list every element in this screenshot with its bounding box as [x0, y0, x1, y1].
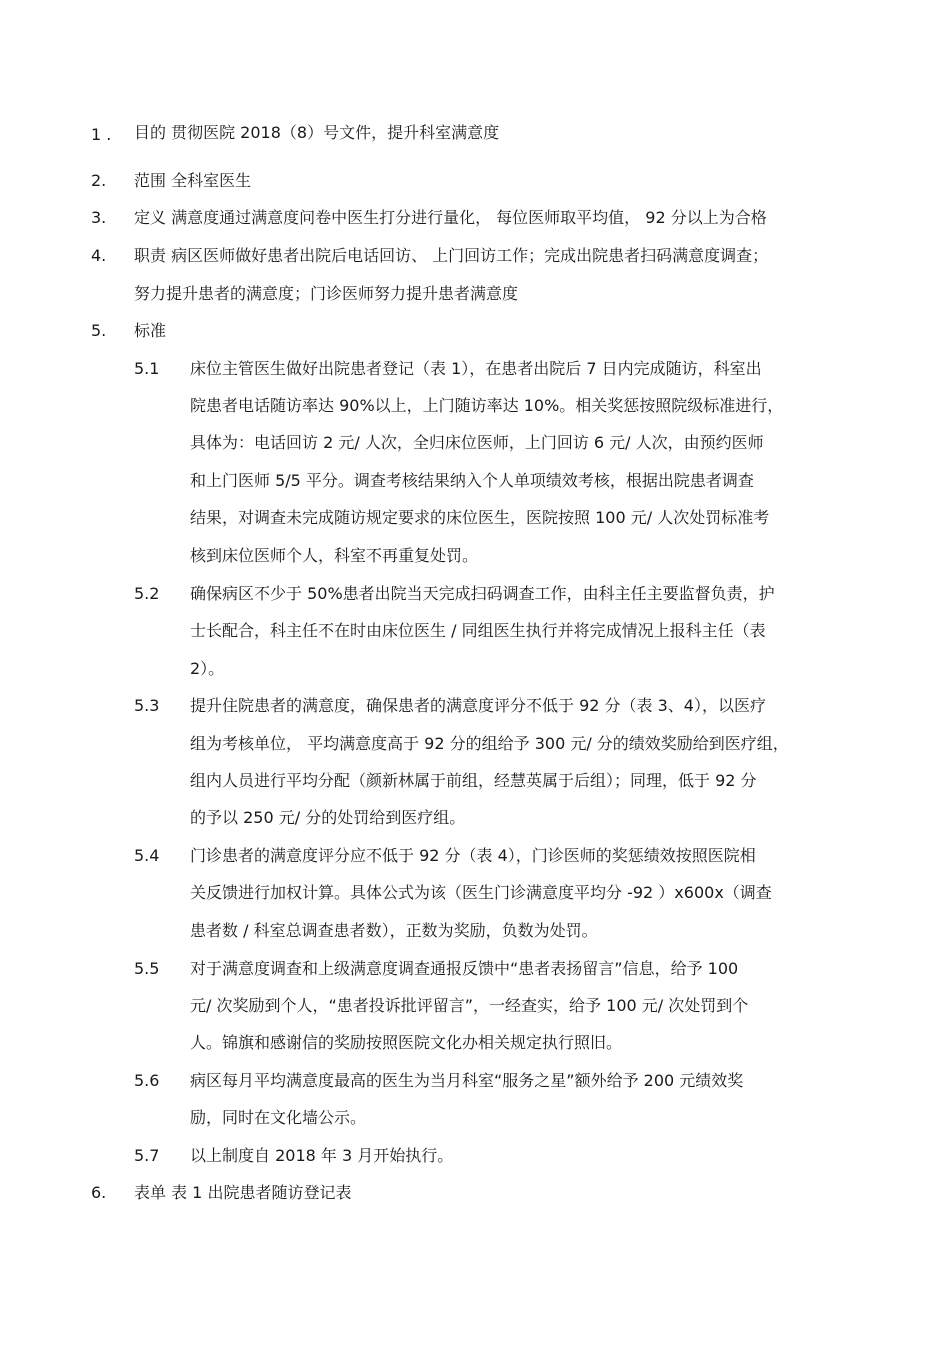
subsection-text: 的予以 250 元/ 分的处罚给到医疗组。: [190, 808, 466, 827]
subsection-number: 5.1: [134, 359, 160, 378]
section-text: 努力提升患者的满意度；门诊医师努力提升患者满意度: [134, 284, 519, 303]
subsection-text: 和上门医师 5/5 平分。调查考核结果纳入个人单项绩效考核，根据出院患者调查: [190, 471, 754, 490]
subsection-text: 关反馈进行加权计算。具体公式为该（医生门诊满意度平均分 -92 ）x600x（调查: [190, 883, 772, 902]
section-number: 3.: [91, 208, 107, 227]
subsection-text: 励，同时在文化墙公示。: [190, 1108, 367, 1127]
subsection-text: 结果，对调查未完成随访规定要求的床位医生，医院按照 100 元/ 人次处罚标准考: [190, 508, 770, 527]
subsection-number: 5.6: [134, 1071, 160, 1090]
subsection-text: 确保病区不少于 50%患者出院当天完成扫码调查工作，由科主任主要监督负责，护: [190, 584, 775, 603]
section-text: 范围 全科室医生: [134, 171, 252, 190]
section-number: 6.: [91, 1183, 107, 1202]
subsection-text: 具体为：电话回访 2 元/ 人次，全归床位医师，上门回访 6 元/ 人次，由预约医师: [190, 433, 764, 452]
subsection-text: 患者数 / 科室总调查患者数），正数为奖励，负数为处罚。: [190, 921, 598, 940]
section-number: 4.: [91, 246, 107, 265]
subsection-number: 5.2: [134, 584, 160, 603]
subsection-number: 5.7: [134, 1146, 160, 1165]
subsection-number: 5.3: [134, 696, 160, 715]
subsection-number: 5.5: [134, 959, 160, 978]
subsection-text: 院患者电话随访率达 90%以上，上门随访率达 10%。相关奖惩按照院级标准进行，: [190, 396, 784, 415]
section-text: 职责 病区医师做好患者出院后电话回访、 上门回访工作；完成出院患者扫码满意度调查；: [134, 246, 769, 265]
subsection-text: 组为考核单位， 平均满意度高于 92 分的组给予 300 元/ 分的绩效奖励给到医疗组，: [190, 734, 789, 753]
subsection-text: 床位主管医生做好出院患者登记（表 1），在患者出院后 7 日内完成随访，科室出: [190, 359, 762, 378]
section-number: 1 .: [91, 125, 112, 144]
subsection-text: 提升住院患者的满意度，确保患者的满意度评分不低于 92 分（表 3、4），以医疗: [190, 696, 766, 715]
section-text: 定义 满意度通过满意度问卷中医生打分进行量化， 每位医师取平均值， 92 分以上为合格: [134, 208, 767, 227]
subsection-text: 病区每月平均满意度最高的医生为当月科室“服务之星”额外给予 200 元绩效奖: [190, 1071, 744, 1090]
subsection-text: 对于满意度调查和上级满意度调查通报反馈中“患者表扬留言”信息，给予 100: [190, 959, 739, 978]
subsection-text: 元/ 次奖励到个人，“患者投诉批评留言”，一经查实，给予 100 元/ 次处罚到个: [190, 996, 749, 1015]
subsection-text: 门诊患者的满意度评分应不低于 92 分（表 4），门诊医师的奖惩绩效按照医院相: [190, 846, 756, 865]
section-text: 目的 贯彻医院 2018（8）号文件，提升科室满意度: [134, 123, 500, 142]
subsection-text: 组内人员进行平均分配（颜新林属于前组，经慧英属于后组）；同理，低于 92 分: [190, 771, 757, 790]
subsection-text: 核到床位医师个人，科室不再重复处罚。: [190, 546, 479, 565]
subsection-text: 士长配合，科主任不在时由床位医生 / 同组医生执行并将完成情况上报科主任（表: [190, 621, 766, 640]
section-text: 标准: [134, 321, 167, 340]
subsection-text: 2）。: [190, 659, 225, 678]
section-text: 表单 表 1 出院患者随访登记表: [134, 1183, 352, 1202]
subsection-text: 人。锦旗和感谢信的奖励按照医院文化办相关规定执行照旧。: [190, 1033, 623, 1052]
section-number: 2.: [91, 171, 107, 190]
subsection-number: 5.4: [134, 846, 160, 865]
subsection-text: 以上制度自 2018 年 3 月开始执行。: [190, 1146, 454, 1165]
section-number: 5.: [91, 321, 107, 340]
